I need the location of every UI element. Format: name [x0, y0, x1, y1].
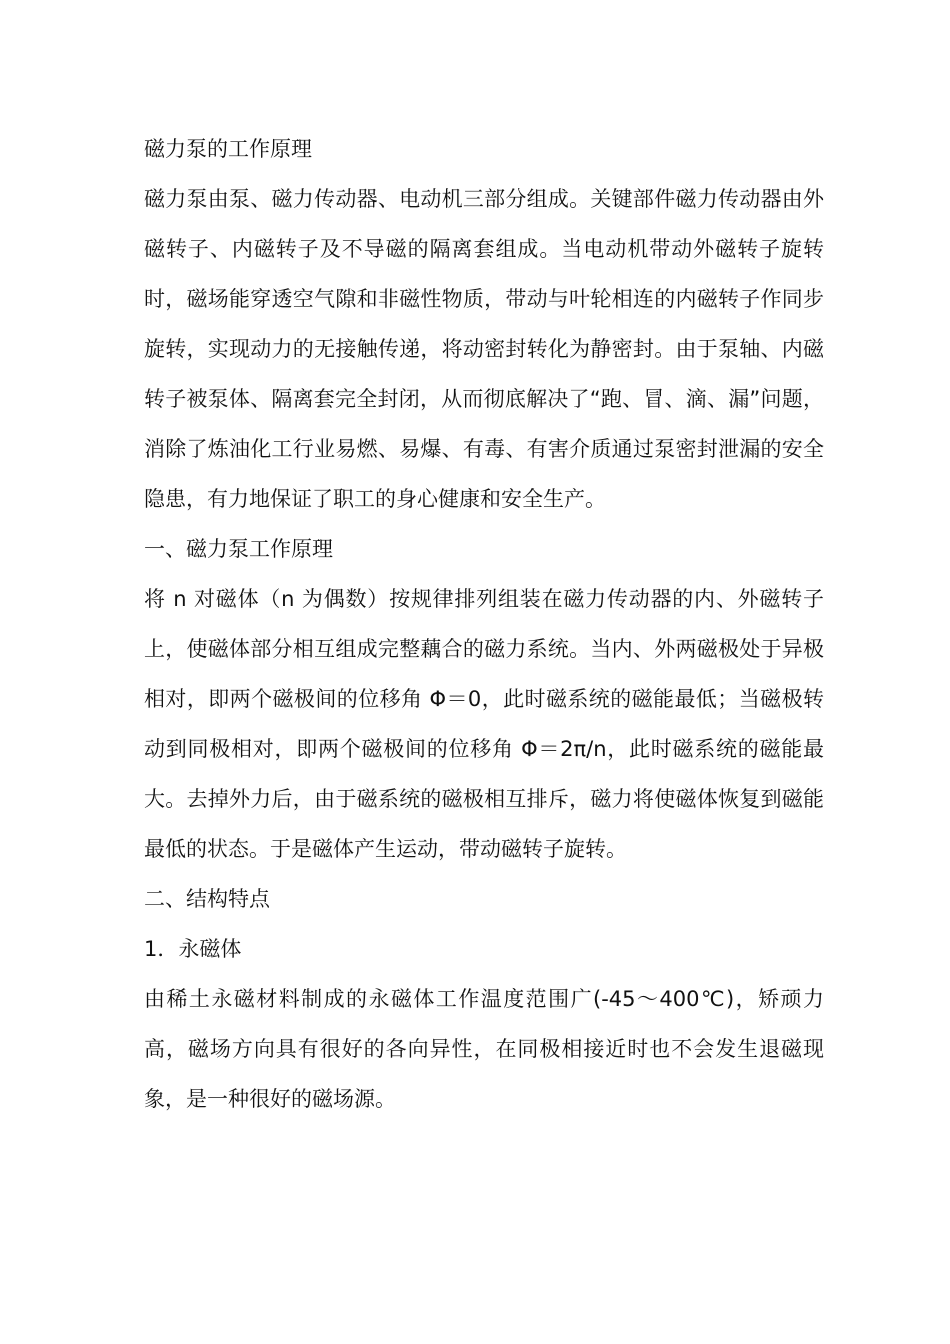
- section-1-paragraph: 将 n 对磁体（n 为偶数）按规律排列组装在磁力传动器的内、外磁转子上，使磁体部分相互组成完整藕合的磁力系统。当内、外两磁极处于异极相对，即两个磁极间的位移角 Φ＝0，此时磁系统的磁能最低；当磁极转动到同极相对，即两个磁极间的位移角 Φ＝2π/n，此时磁系统的磁能最大。去掉外力后，由于磁系统的磁极相互排斥，磁力将使磁体恢复到磁能最低的状态。于是磁体产生运动，带动磁转子旋转。: [144, 587, 824, 861]
- section-1-heading: 一、磁力泵工作原理: [144, 537, 333, 561]
- document-title: 磁力泵的工作原理: [144, 137, 312, 161]
- intro-paragraph: 磁力泵由泵、磁力传动器、电动机三部分组成。关键部件磁力传动器由外磁转子、内磁转子及不导磁的隔离套组成。当电动机带动外磁转子旋转时，磁场能穿透空气隙和非磁性物质，带动与叶轮相连的内磁转子作同步旋转，实现动力的无接触传递，将动密封转化为静密封。由于泵轴、内磁转子被泵体、隔离套完全封闭，从而彻底解决了“跑、冒、滴、漏”问题，消除了炼油化工行业易燃、易爆、有毒、有害介质通过泵密封泄漏的安全隐患，有力地保证了职工的身心健康和安全生产。: [144, 187, 824, 511]
- subsection-1-heading: 1．永磁体: [144, 937, 242, 961]
- subsection-1-paragraph: 由稀土永磁材料制成的永磁体工作温度范围广(-45～400℃)，矫顽力高，磁场方向具有很好的各向异性，在同极相接近时也不会发生退磁现象，是一种很好的磁场源。: [144, 987, 824, 1111]
- document-body: [144, 124, 824, 1124]
- section-2-heading: 二、结构特点: [144, 887, 270, 911]
